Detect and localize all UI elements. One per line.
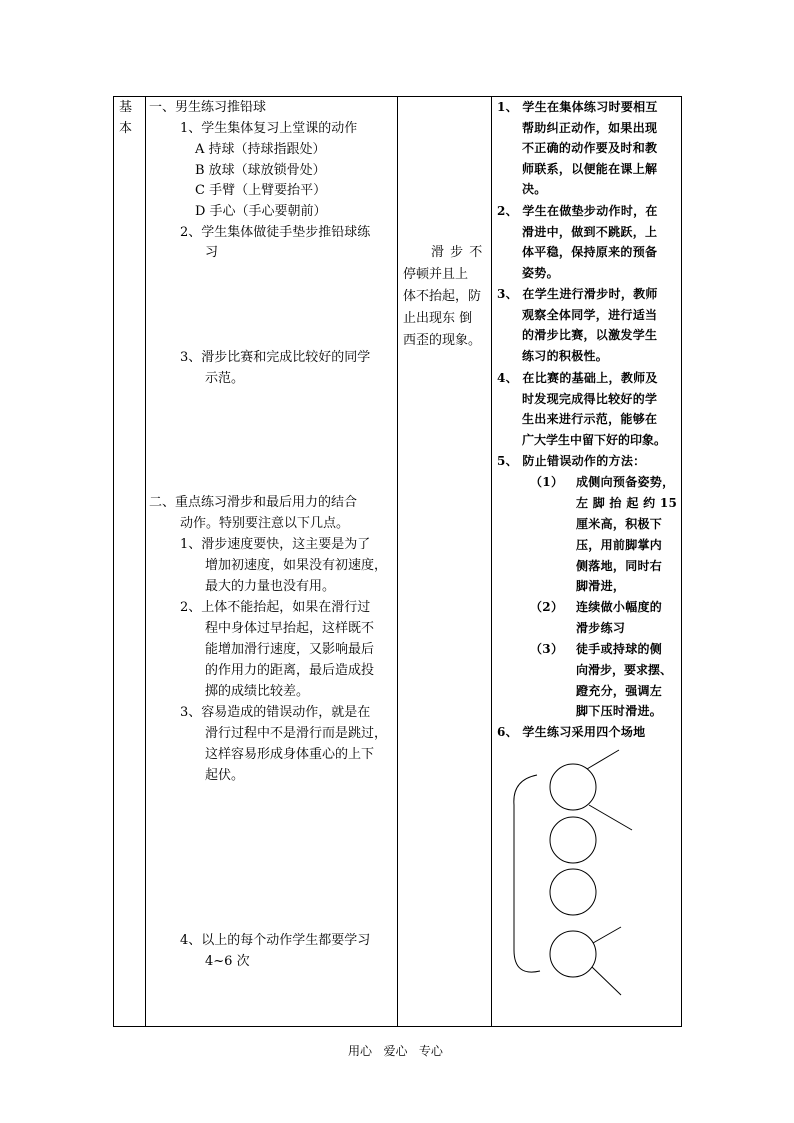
- method-1-line-2: 左 脚 抬 起 约 15: [576, 496, 678, 510]
- point-3-line-1: 3、容易造成的错误动作，就是在: [180, 705, 371, 720]
- point-4-line-2: 4~6 次: [205, 954, 250, 969]
- note-1-line-1: 1、 学生在集体练习时要相互: [497, 100, 658, 114]
- item-2-line-1: 2、学生集体做徒手垫步推铅球练: [180, 225, 371, 240]
- section-label-char-1: 基: [119, 100, 133, 115]
- requirement-line-4: 止出现东 倒: [403, 311, 473, 326]
- column-divider-2: [397, 96, 398, 1027]
- point-2-line-2: 程中身体过早抬起，这样既不: [205, 621, 375, 636]
- method-2-line-2: 滑步练习: [576, 621, 626, 635]
- direction-line-3: [593, 927, 621, 943]
- requirement-line-2: 停顿并且上: [403, 267, 469, 282]
- field-circle-1: [550, 764, 596, 810]
- note-4-line-4: 广大学生中留下好的印象。: [522, 433, 667, 447]
- field-circle-4: [550, 931, 596, 977]
- method-1-line-1: 成侧向预备姿势，: [576, 475, 675, 489]
- note-2-line-1: 2、 学生在做垫步动作时，在: [497, 204, 658, 218]
- direction-line-1: [587, 750, 619, 769]
- item-3-line-2: 示范。: [205, 371, 245, 386]
- requirement-line-3: 体不抬起，防: [403, 289, 482, 304]
- method-1-number: （1）: [530, 475, 564, 489]
- note-2-line-2: 滑进中，做到不跳跃，上: [522, 225, 658, 239]
- group-bracket: [514, 775, 540, 972]
- note-1-line-3: 不正确的动作要及时和教: [522, 141, 658, 155]
- note-4-line-3: 生出来进行示范，能够在: [522, 412, 658, 426]
- note-3-line-2: 观察全体同学，进行适当: [522, 308, 658, 322]
- item-1: 1、学生集体复习上堂课的动作: [180, 121, 358, 136]
- method-3-line-1: 徒手或持球的侧: [576, 642, 663, 656]
- note-4-line-1: 4、 在比赛的基础上，教师及: [497, 371, 658, 385]
- item-3-line-1: 3、滑步比赛和完成比较好的同学: [180, 350, 371, 365]
- point-4-line-1: 4、以上的每个动作学生都要学习: [180, 933, 371, 948]
- note-1-line-2: 帮助纠正动作，如果出现: [522, 121, 658, 135]
- note-3-line-1: 3、 在学生进行滑步时，教师: [497, 287, 658, 301]
- field-circle-2: [550, 817, 596, 863]
- method-1-line-5: 侧落地，同时右: [576, 559, 663, 573]
- point-2-line-5: 掷的成绩比较差。: [205, 684, 310, 699]
- note-3-line-4: 练习的积极性。: [522, 349, 609, 363]
- table-left-border: [113, 96, 114, 1027]
- column-divider-1: [145, 96, 146, 1027]
- note-1-line-5: 决。: [522, 182, 547, 196]
- requirement-line-1: 滑 步 不: [431, 245, 484, 260]
- field-circle-3: [550, 869, 596, 915]
- point-2-line-3: 能增加滑行速度，又影响最后: [205, 642, 375, 657]
- section-label-char-2: 本: [119, 121, 133, 136]
- method-2-line-1: 连续做小幅度的: [576, 600, 663, 614]
- table-right-border: [681, 96, 682, 1027]
- method-2-number: （2）: [530, 600, 564, 614]
- method-1-line-6: 脚滑进，: [576, 579, 626, 593]
- method-1-line-3: 厘米高，积极下: [576, 517, 663, 531]
- point-1-line-3: 最大的力量也没有用。: [205, 579, 336, 594]
- requirement-line-5: 西歪的现象。: [403, 333, 482, 348]
- direction-line-4: [592, 967, 621, 995]
- note-3-line-3: 的滑步比赛，以激发学生: [522, 328, 658, 342]
- note-2-line-4: 姿势。: [522, 266, 559, 280]
- direction-line-2: [589, 805, 632, 830]
- sub-item-c: C 手臂（上臂要抬平）: [195, 183, 327, 198]
- method-3-line-3: 蹬充分，强调左: [576, 684, 663, 698]
- point-2-line-1: 2、上体不能抬起，如果在滑行过: [180, 600, 371, 615]
- point-1-line-2: 增加初速度，如果没有初速度，: [205, 558, 388, 573]
- page-footer: 用心 爱心 专心: [348, 1044, 443, 1058]
- point-1-line-1: 1、滑步速度要快，这主要是为了: [180, 537, 371, 552]
- heading-1: 一、男生练习推铅球: [149, 100, 267, 115]
- item-2-line-2: 习: [205, 245, 219, 260]
- method-3-line-2: 向滑步，要求摆、: [576, 663, 673, 677]
- point-2-line-4: 的作用力的距离，最后造成投: [205, 663, 375, 678]
- note-1-line-4: 师联系，以便能在课上解: [522, 162, 658, 176]
- sub-item-a: A 持球（持球指跟处）: [195, 142, 326, 157]
- note-2-line-3: 体平稳，保持原来的预备: [522, 245, 658, 259]
- method-3-number: （3）: [530, 642, 564, 656]
- sub-item-b: B 放球（球放锁骨处）: [195, 163, 326, 178]
- point-3-line-3: 这样容易形成身体重心的上下: [205, 747, 375, 762]
- sub-item-d: D 手心（手心要朝前）: [195, 204, 327, 219]
- heading-2-line-1: 二、重点练习滑步和最后用力的结合: [149, 495, 358, 510]
- method-1-line-4: 压，用前脚掌内: [576, 538, 663, 552]
- method-3-line-4: 脚下压时滑进。: [576, 704, 663, 718]
- field-layout-diagram: [492, 745, 681, 1025]
- note-4-line-2: 时发现完成得比较好的学: [522, 392, 658, 406]
- note-6: 6、 学生练习采用四个场地: [497, 725, 646, 739]
- point-3-line-2: 滑行过程中不是滑行而是跳过，: [205, 726, 388, 741]
- note-5: 5、 防止错误动作的方法：: [497, 454, 646, 468]
- point-3-line-4: 起伏。: [205, 768, 245, 783]
- heading-2-line-2: 动作。特别要注意以下几点。: [180, 516, 350, 531]
